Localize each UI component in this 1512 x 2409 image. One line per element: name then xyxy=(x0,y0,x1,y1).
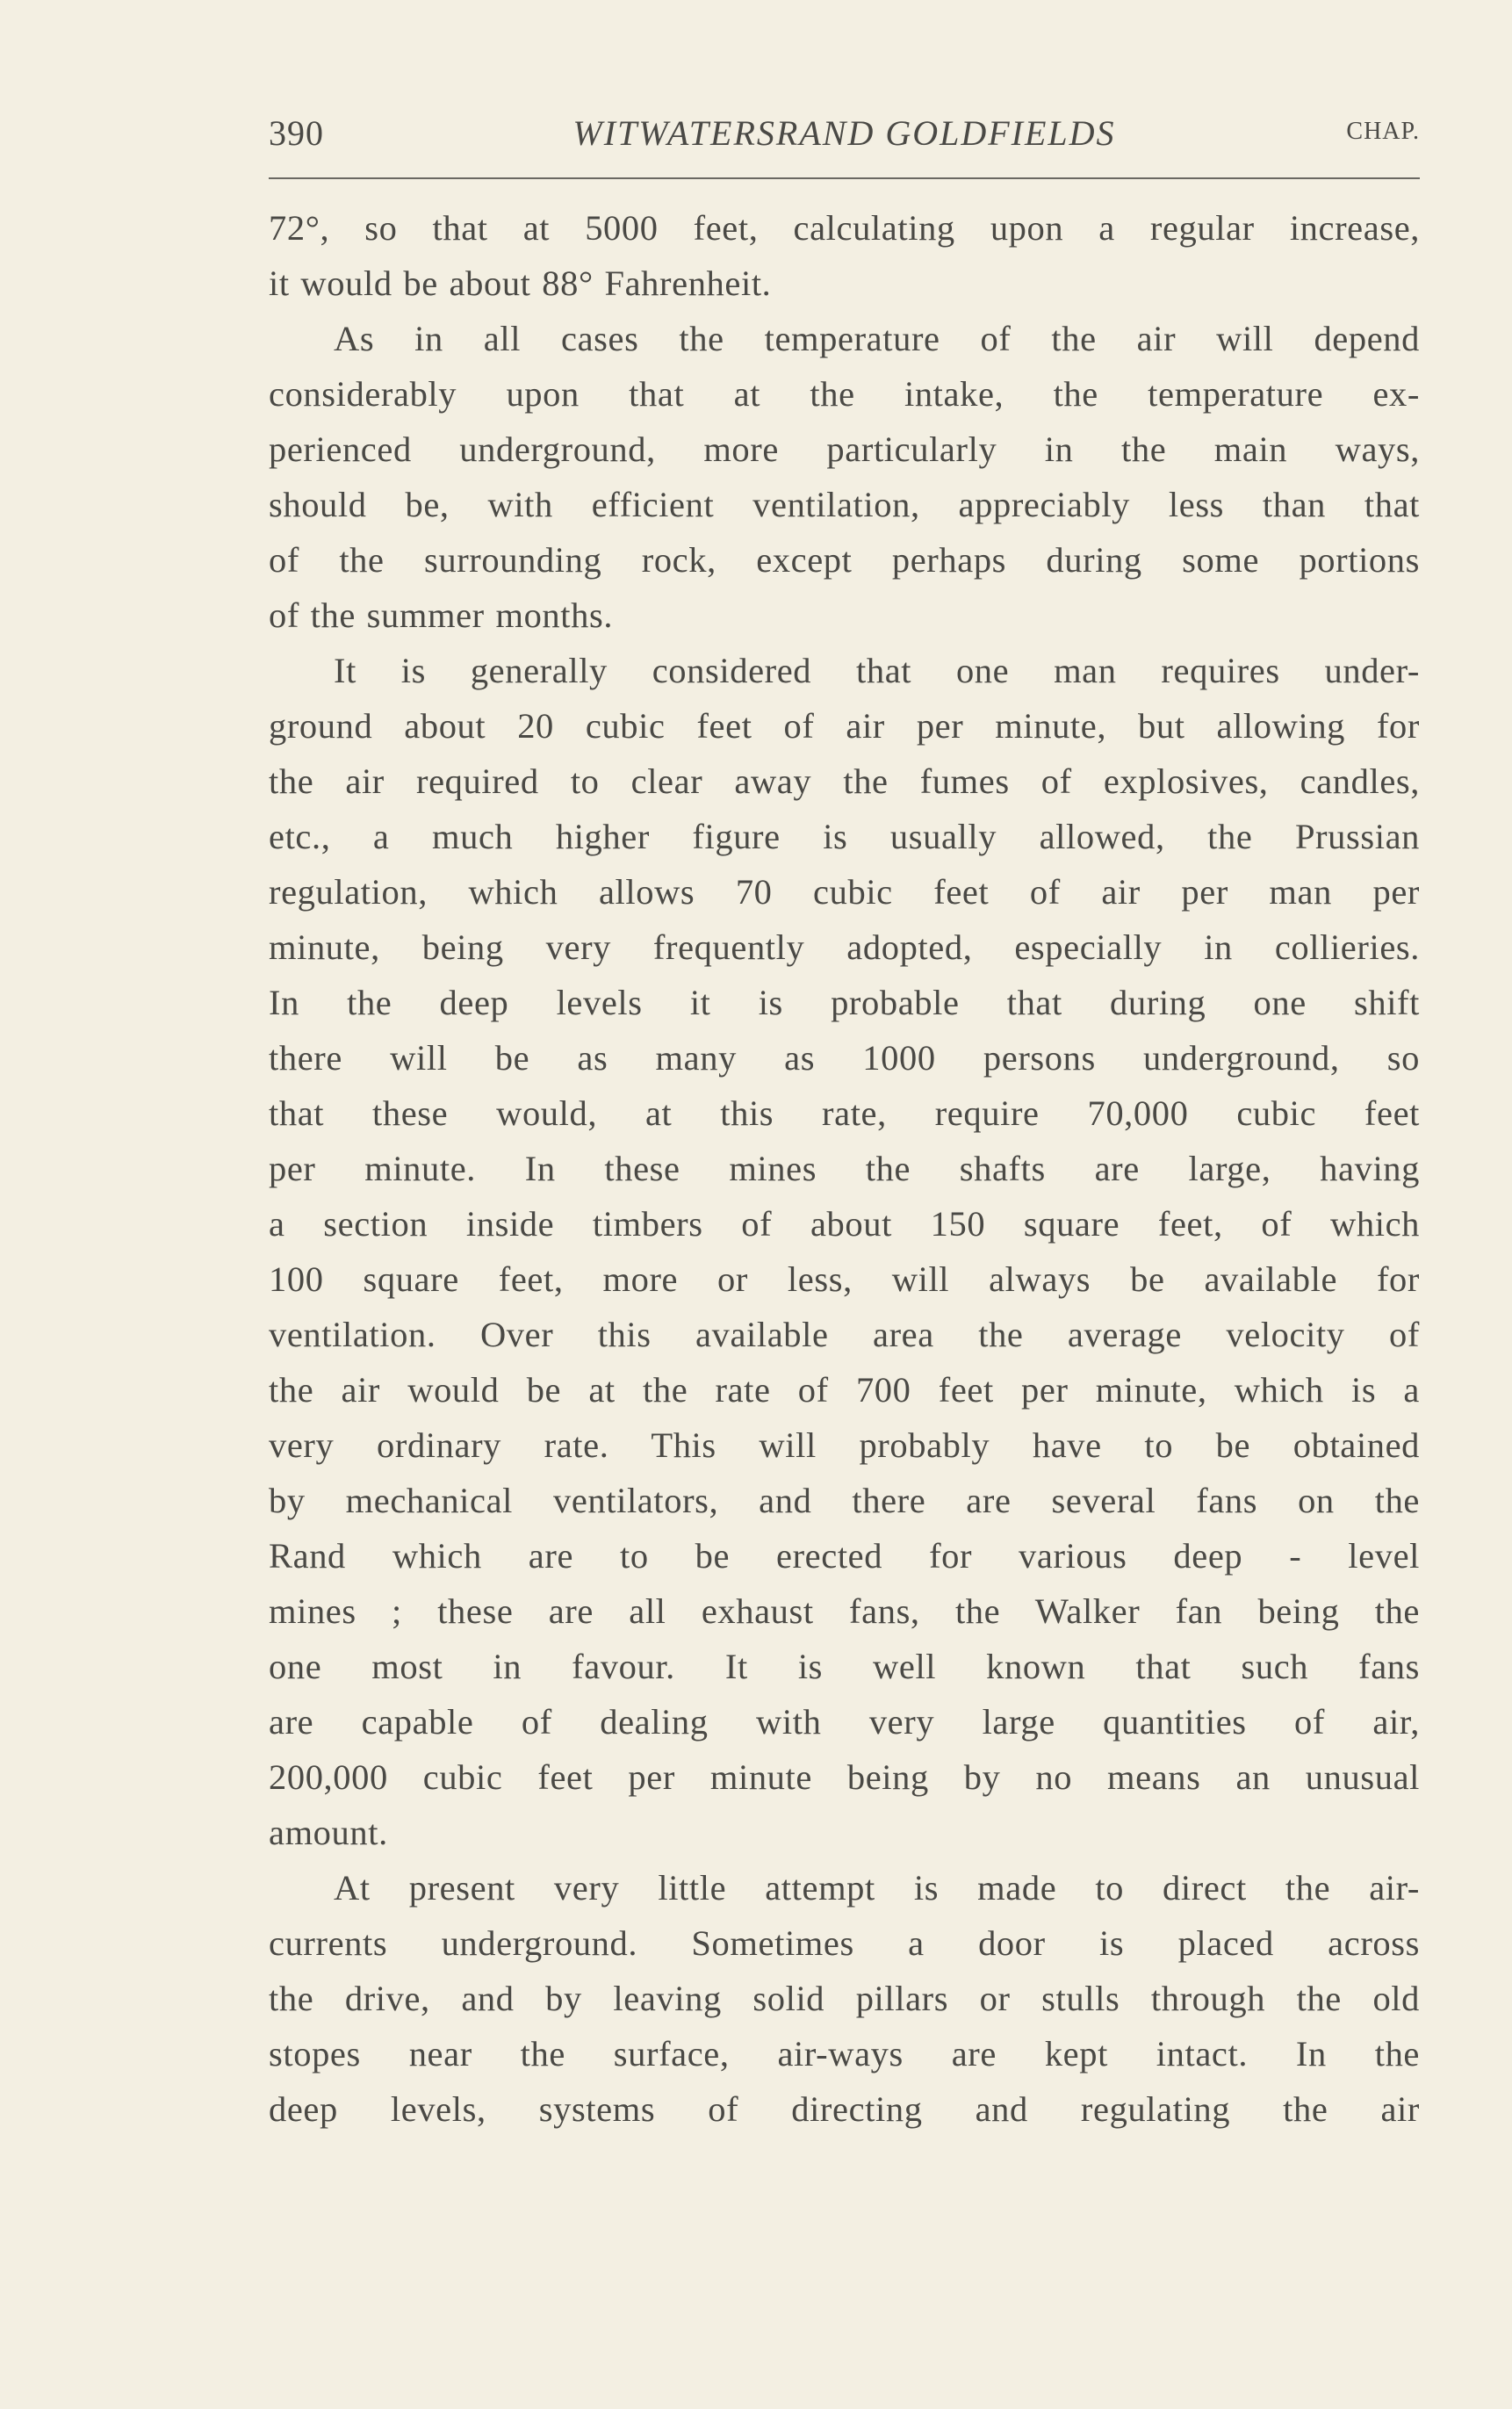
page-number: 390 xyxy=(269,113,324,153)
text-line: etc., a much higher figure is usually allowed, the Prussian xyxy=(269,817,1420,856)
text-line: of the summer months. xyxy=(269,595,614,635)
paragraph xyxy=(269,311,1420,643)
text-line: the air would be at the rate of 700 feet per minute, which is a xyxy=(269,1370,1420,1410)
text-line: ventilation. Over this available area the average velocity of xyxy=(269,1315,1420,1354)
text-line: It is generally considered that one man requires under- xyxy=(334,651,1420,690)
text-line: In the deep levels it is probable that during one shift xyxy=(269,983,1420,1022)
text-line: At present very little attempt is made to direct the air- xyxy=(334,1868,1420,1908)
paragraph xyxy=(269,643,1420,1860)
text-line: one most in favour. It is well known that such fans xyxy=(269,1647,1420,1686)
text-line: that these would, at this rate, require 70,000 cubic feet xyxy=(269,1093,1420,1133)
text-line: regulation, which allows 70 cubic feet of air per man per xyxy=(269,872,1420,912)
text-line: of the surrounding rock, except perhaps during some portions xyxy=(269,540,1420,580)
text-line: As in all cases the temperature of the air will depend xyxy=(334,319,1420,358)
text-line: perienced underground, more particularly in the main ways, xyxy=(269,429,1420,469)
text-line: are capable of dealing with very large quantities of air, xyxy=(269,1702,1420,1742)
text-line: mines ; these are all exhaust fans, the Walker fan being the xyxy=(269,1591,1420,1631)
body-text xyxy=(269,200,1420,2137)
text-line: 100 square feet, more or less, will always be available for xyxy=(269,1259,1420,1299)
paragraph xyxy=(269,1860,1420,2137)
text-line: 72°, so that at 5000 feet, calculating upon a regular increase, xyxy=(269,208,1420,248)
text-line: very ordinary rate. This will probably have to be obtained xyxy=(269,1425,1420,1465)
text-line: minute, being very frequently adopted, especially in collieries. xyxy=(269,927,1420,967)
text-line: currents underground. Sometimes a door is placed across xyxy=(269,1923,1420,1963)
text-line: the air required to clear away the fumes of explosives, candles, xyxy=(269,761,1420,801)
running-header xyxy=(269,112,1420,162)
text-line: per minute. In these mines the shafts are large, having xyxy=(269,1149,1420,1188)
text-line: should be, with efficient ventilation, appreciably less than that xyxy=(269,485,1420,524)
paragraph xyxy=(269,200,1420,311)
text-line: a section inside timbers of about 150 square feet, of which xyxy=(269,1204,1420,1244)
text-line: by mechanical ventilators, and there are several fans on the xyxy=(269,1481,1420,1520)
text-line: considerably upon that at the intake, the temperature ex- xyxy=(269,374,1420,414)
text-line: Rand which are to be erected for various deep - level xyxy=(269,1536,1420,1576)
text-line: the drive, and by leaving solid pillars or stulls through the old xyxy=(269,1979,1420,2018)
text-line: deep levels, systems of directing and regulating the air xyxy=(269,2089,1420,2129)
text-line: ground about 20 cubic feet of air per minute, but allowing for xyxy=(269,706,1420,746)
text-line: it would be about 88° Fahrenheit. xyxy=(269,263,772,303)
running-title: WITWATERSRAND GOLDFIELDS xyxy=(572,113,1116,153)
text-line: 200,000 cubic feet per minute being by no means an unusual xyxy=(269,1757,1420,1797)
chapter-label: CHAP. xyxy=(1346,118,1420,145)
text-line: stopes near the surface, air-ways are kept intact. In the xyxy=(269,2034,1420,2074)
header-rule xyxy=(269,177,1420,179)
text-line: there will be as many as 1000 persons underground, so xyxy=(269,1038,1420,1078)
text-line: amount. xyxy=(269,1813,388,1852)
